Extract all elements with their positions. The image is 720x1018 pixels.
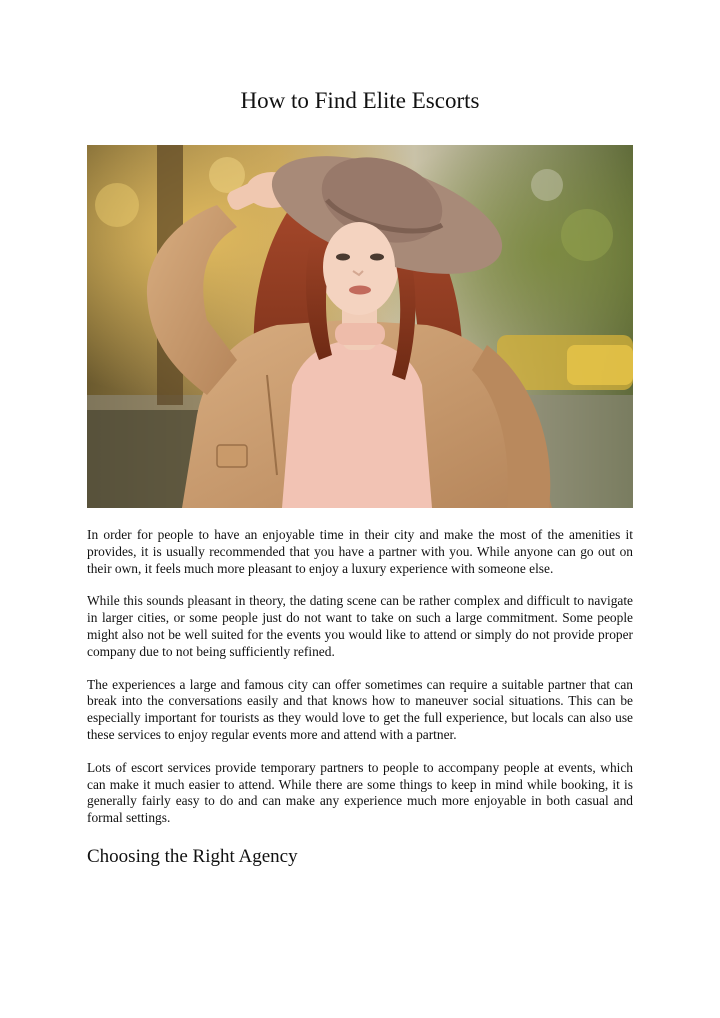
- section-heading: Choosing the Right Agency: [87, 846, 298, 867]
- paragraph: In order for people to have an enjoyable time in their city and make the most of the amenities it provides, it is usually recommended that you have a partner with you. While anyone can go out on their own, it feels much more pleasant to enjoy a luxury experience with someone else.: [87, 527, 633, 576]
- paragraph: While this sounds pleasant in theory, the dating scene can be rather complex and difficult to navigate in larger cities, or some people just do not want to take on such a large commitment. Some people might also not be well suited for the events you would like to attend or simply do not provide proper company due to not being sufficiently refined.: [87, 593, 633, 659]
- hero-photo-illustration: [87, 145, 633, 508]
- paragraph: Lots of escort services provide temporary partners to people to accompany people at events, which can make it much easier to attend. While there are some things to keep in mind while booking, it is generally fairly easy to do and can make any experience much more enjoyable in both casual and formal settings.: [87, 759, 633, 826]
- article-body: [87, 527, 633, 843]
- paragraph: The experiences a large and famous city can offer sometimes can require a suitable partner that can break into the conversations easily and that knows how to maneuver social situations. This can be especially important for tourists as they would love to get the full experience, but locals can also use these services to enjoy regular events more and attend with a partner.: [87, 676, 633, 742]
- hero-photo: [87, 145, 633, 508]
- page-title: How to Find Elite Escorts: [240, 88, 480, 113]
